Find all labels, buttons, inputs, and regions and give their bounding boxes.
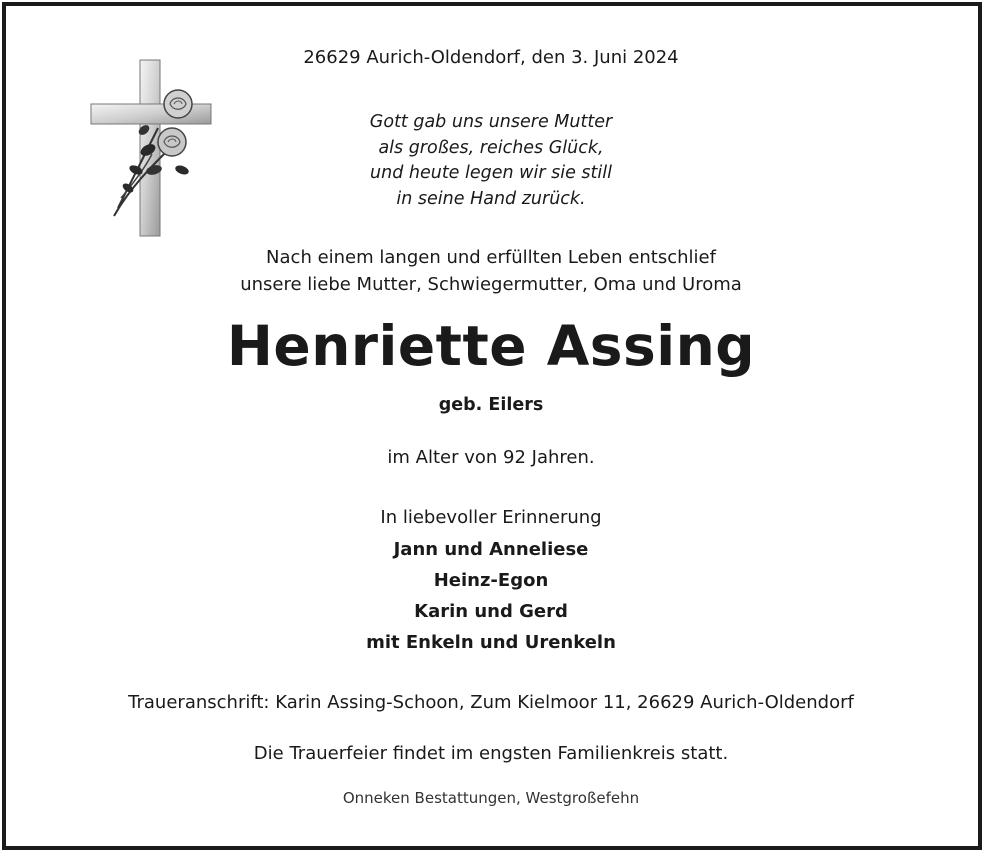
- maiden-name: geb. Eilers: [438, 395, 544, 415]
- poem-line: als großes, reiches Glück,: [378, 137, 604, 158]
- mourner-name: Karin und Gerd: [414, 601, 568, 622]
- intro-text: [0, 244, 982, 298]
- mourning-address: Traueranschrift: Karin Assing-Schoon, Zum Kielmoor 11, 26629 Aurich-Oldendorf: [128, 692, 854, 713]
- ceremony-note: Die Trauerfeier findet im engsten Familienkreis statt.: [253, 743, 729, 764]
- age-text: im Alter von 92 Jahren.: [387, 447, 595, 468]
- place-date: 26629 Aurich-Oldendorf, den 3. Juni 2024: [303, 47, 679, 68]
- intro-line: Nach einem langen und erfüllten Leben entschlief: [266, 247, 716, 268]
- mourner-name: Heinz-Egon: [433, 570, 549, 591]
- mourner-name: Jann und Anneliese: [393, 539, 589, 560]
- intro-line: unsere liebe Mutter, Schwiegermutter, Oma und Uroma: [240, 274, 742, 295]
- mourner-name: mit Enkeln und Urenkeln: [366, 632, 616, 653]
- undertaker: Onneken Bestattungen, Westgroßefehn: [342, 789, 640, 807]
- poem: [0, 110, 982, 212]
- poem-line: Gott gab uns unsere Mutter: [369, 112, 613, 132]
- poem-line: in seine Hand zurück.: [396, 188, 586, 209]
- poem-line: und heute legen wir sie still: [370, 163, 612, 183]
- memory-intro: In liebevoller Erinnerung: [380, 507, 602, 528]
- deceased-name: Henriette Assing: [226, 314, 756, 378]
